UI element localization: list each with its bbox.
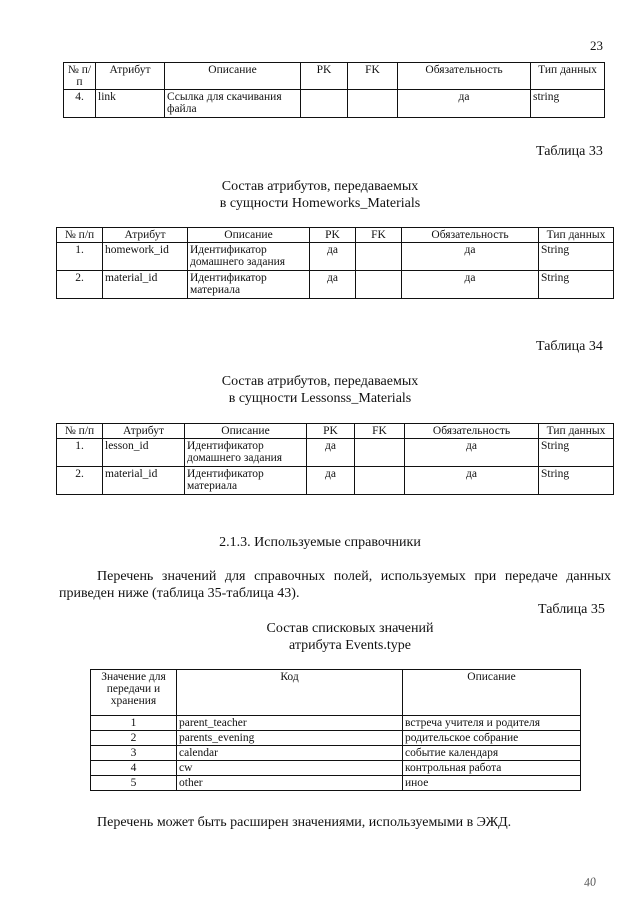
table-cell: parents_evening	[177, 731, 403, 746]
table-cell: да	[405, 439, 539, 467]
header-cell: Тип данных	[539, 424, 614, 439]
table-cell: string	[531, 90, 605, 118]
title-line: Состав списковых значений	[266, 621, 434, 636]
header-cell: Описание	[185, 424, 307, 439]
table-34	[56, 423, 614, 495]
table-cell: lesson_id	[103, 439, 185, 467]
title-line: атрибута Events.type	[289, 638, 411, 653]
table-cell: Идентификатор домашнего задания	[188, 243, 310, 271]
table-row	[64, 90, 605, 118]
section-heading: 2.1.3. Используемые справочники	[219, 535, 421, 550]
table-row	[91, 731, 581, 746]
table-34-title	[0, 373, 640, 407]
table-row	[57, 439, 614, 467]
header-cell: Описание	[165, 63, 301, 90]
table-cell: контрольная работа	[403, 761, 581, 776]
header-cell: PK	[301, 63, 348, 90]
table-header-row	[64, 63, 605, 90]
title-line: в сущности Homeworks_Materials	[219, 196, 421, 211]
table-cell: String	[539, 271, 614, 299]
table-cell: cw	[177, 761, 403, 776]
table-33	[56, 227, 614, 299]
table-cell: String	[539, 439, 614, 467]
table-cell: 2	[91, 731, 177, 746]
table-row	[57, 243, 614, 271]
header-cell: FK	[348, 63, 398, 90]
table-cell: встреча учителя и родителя	[403, 716, 581, 731]
closing-paragraph: Перечень может быть расширен значениями, используемыми в ЭЖД.	[97, 815, 512, 830]
header-cell: FK	[356, 228, 402, 243]
table-header-row	[57, 424, 614, 439]
table-cell: иное	[403, 776, 581, 791]
table-35	[90, 669, 581, 791]
table-cell: Идентификатор домашнего задания	[185, 439, 307, 467]
table-35-caption: Таблица 35	[538, 602, 605, 617]
table-cell: Идентификатор материала	[185, 467, 307, 495]
table-cell	[301, 90, 348, 118]
table-cell: 5	[91, 776, 177, 791]
table-cell: да	[307, 467, 355, 495]
table-cell: calendar	[177, 746, 403, 761]
table-35-title	[30, 620, 640, 654]
table-cell: да	[402, 271, 539, 299]
table-row	[91, 761, 581, 776]
table-cell: String	[539, 243, 614, 271]
table-cell: 3	[91, 746, 177, 761]
header-cell: Тип данных	[531, 63, 605, 90]
table-row	[91, 746, 581, 761]
table-cell: material_id	[103, 271, 188, 299]
table-cell: родительское собрание	[403, 731, 581, 746]
table-row	[91, 716, 581, 731]
page-number: 23	[590, 38, 603, 53]
header-cell: Атрибут	[103, 228, 188, 243]
header-cell: Атрибут	[96, 63, 165, 90]
table-cell: other	[177, 776, 403, 791]
table-row	[57, 467, 614, 495]
table-34-caption: Таблица 34	[536, 339, 603, 354]
table-cell: событие календаря	[403, 746, 581, 761]
header-cell: № п/п	[57, 424, 103, 439]
table-33-title	[0, 178, 640, 212]
header-cell: Обязательность	[402, 228, 539, 243]
title-line: в сущности Lessonss_Materials	[228, 391, 412, 406]
table-row	[91, 776, 581, 791]
table-cell	[356, 271, 402, 299]
intro-paragraph: Перечень значений для справочных полей, используемых при передаче данных приведен ниже (таблица 35-таблица 43).	[59, 569, 611, 601]
table-cell: 1.	[57, 243, 103, 271]
table-row	[57, 271, 614, 299]
table-cell: 4.	[64, 90, 96, 118]
title-line: Состав атрибутов, передаваемых	[221, 179, 419, 194]
table-cell: material_id	[103, 467, 185, 495]
table-cell: link	[96, 90, 165, 118]
header-cell: Обязательность	[405, 424, 539, 439]
table-cell: Ссылка для скачивания файла	[165, 90, 301, 118]
table-33-caption: Таблица 33	[536, 144, 603, 159]
header-cell: PK	[310, 228, 356, 243]
table-cell	[355, 467, 405, 495]
table-cell: 2.	[57, 467, 103, 495]
table-cell: 2.	[57, 271, 103, 299]
table-cell: да	[402, 243, 539, 271]
table-cell	[355, 439, 405, 467]
table-cell: parent_teacher	[177, 716, 403, 731]
header-cell: FK	[355, 424, 405, 439]
table-header-row	[91, 670, 581, 716]
header-cell: Код	[177, 670, 403, 716]
header-cell: № п/п	[57, 228, 103, 243]
margin-mark: 40	[583, 874, 597, 890]
table-cell	[356, 243, 402, 271]
header-cell: Описание	[188, 228, 310, 243]
table-cell: Идентификатор материала	[188, 271, 310, 299]
table-header-row	[57, 228, 614, 243]
header-cell: Атрибут	[103, 424, 185, 439]
header-cell: Тип данных	[539, 228, 614, 243]
header-cell: PK	[307, 424, 355, 439]
header-cell: Описание	[403, 670, 581, 716]
continued-attribute-table	[63, 62, 605, 118]
table-cell: 1	[91, 716, 177, 731]
table-cell: homework_id	[103, 243, 188, 271]
table-cell: да	[405, 467, 539, 495]
table-cell: да	[310, 243, 356, 271]
title-line: Состав атрибутов, передаваемых	[221, 374, 419, 389]
table-cell: да	[398, 90, 531, 118]
header-cell: Обязательность	[398, 63, 531, 90]
table-cell	[348, 90, 398, 118]
header-cell: Значение для передачи и хранения	[91, 670, 177, 716]
table-cell: да	[310, 271, 356, 299]
table-cell: String	[539, 467, 614, 495]
header-cell: № п/п	[64, 63, 96, 90]
table-cell: да	[307, 439, 355, 467]
table-cell: 1.	[57, 439, 103, 467]
table-cell: 4	[91, 761, 177, 776]
